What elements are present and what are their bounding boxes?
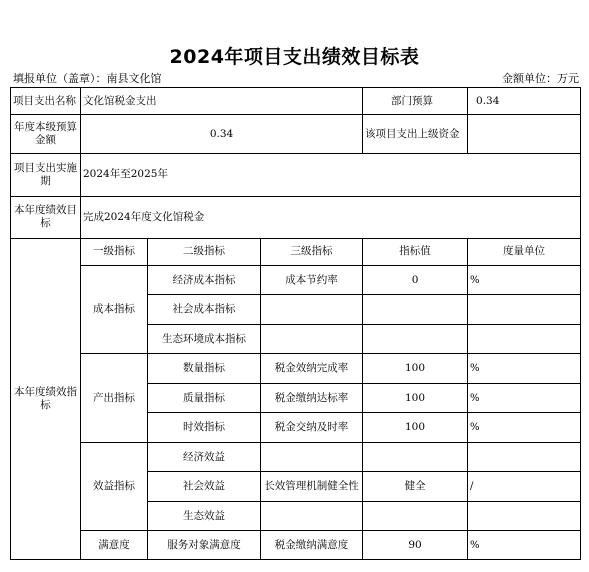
value-cell (363, 295, 468, 325)
annual-amount-label: 年度本级预算金额 (11, 115, 81, 154)
level2-cell: 数量指标 (148, 354, 261, 384)
header-level2: 二级指标 (148, 238, 261, 265)
project-name-label: 项目支出名称 (11, 88, 81, 115)
value-cell: 90 (363, 531, 468, 560)
level2-cell: 时效指标 (148, 413, 261, 443)
value-cell (363, 442, 468, 472)
annual-amount-value: 0.34 (81, 115, 363, 154)
unit-cell (468, 295, 581, 325)
header-value: 指标值 (363, 238, 468, 265)
indicator-header-row (11, 238, 581, 265)
level3-cell (261, 295, 363, 325)
level1-cell: 产出指标 (81, 354, 148, 443)
table-row (11, 442, 581, 472)
level3-cell: 税金效纳完成率 (261, 354, 363, 384)
unit-cell: % (468, 383, 581, 413)
unit-cell: / (468, 472, 581, 502)
unit-cell: % (468, 265, 581, 295)
header-level1: 一级指标 (81, 238, 148, 265)
level3-cell: 税金交纳及时率 (261, 413, 363, 443)
level3-cell (261, 442, 363, 472)
header-level3: 三级指标 (261, 238, 363, 265)
table-row (11, 531, 581, 560)
value-cell: 健全 (363, 472, 468, 502)
level2-cell: 生态环境成本指标 (148, 324, 261, 354)
value-cell: 0 (363, 265, 468, 295)
level2-cell: 生态效益 (148, 501, 261, 531)
value-cell (363, 324, 468, 354)
superior-funds-label: 该项目支出上级资金 (363, 115, 468, 154)
period-label: 项目支出实施期 (11, 154, 81, 197)
unit-cell: % (468, 354, 581, 384)
indicator-label: 本年度绩效指标 (11, 238, 81, 559)
level3-cell (261, 501, 363, 531)
dept-budget-label: 部门预算 (363, 88, 468, 115)
level3-cell: 税金缴纳满意度 (261, 531, 363, 560)
table-row (11, 354, 581, 384)
header-unit: 度量单位 (468, 238, 581, 265)
amount-unit-label: 金额单位：万元 (502, 72, 579, 85)
level2-cell: 社会成本指标 (148, 295, 261, 325)
level3-cell (261, 324, 363, 354)
unit-cell: % (468, 531, 581, 560)
annual-amount-row (11, 115, 581, 154)
table-row (11, 265, 581, 295)
page-title: 2024年项目支出绩效目标表 (169, 46, 420, 68)
level2-cell: 社会效益 (148, 472, 261, 502)
project-name-value: 文化馆税金支出 (81, 88, 363, 115)
unit-cell: % (468, 413, 581, 443)
unit-cell (468, 324, 581, 354)
level2-cell: 服务对象满意度 (148, 531, 261, 560)
unit-cell (468, 501, 581, 531)
level3-cell: 税金缴纳达标率 (261, 383, 363, 413)
dept-budget-value: 0.34 (468, 88, 581, 115)
level1-cell: 成本指标 (81, 265, 148, 354)
performance-goal-table (10, 87, 581, 560)
level3-cell: 长效管理机制健全性 (261, 472, 363, 502)
level2-cell: 质量指标 (148, 383, 261, 413)
level2-cell: 经济效益 (148, 442, 261, 472)
annual-goal-row (11, 196, 581, 238)
value-cell (363, 501, 468, 531)
value-cell: 100 (363, 354, 468, 384)
unit-cell (468, 442, 581, 472)
period-value: 2024年至2025年 (81, 154, 581, 197)
period-row (11, 154, 581, 197)
level3-cell: 成本节约率 (261, 265, 363, 295)
value-cell: 100 (363, 413, 468, 443)
annual-goal-value: 完成2024年度文化馆税金 (81, 196, 581, 238)
value-cell: 100 (363, 383, 468, 413)
superior-funds-value (468, 115, 581, 154)
level1-cell: 效益指标 (81, 442, 148, 531)
annual-goal-label: 本年度绩效目标 (11, 196, 81, 238)
project-name-row (11, 88, 581, 115)
fill-unit-label: 填报单位（盖章）：南县文化馆 (13, 72, 162, 85)
level1-cell: 满意度 (81, 531, 148, 560)
level2-cell: 经济成本指标 (148, 265, 261, 295)
